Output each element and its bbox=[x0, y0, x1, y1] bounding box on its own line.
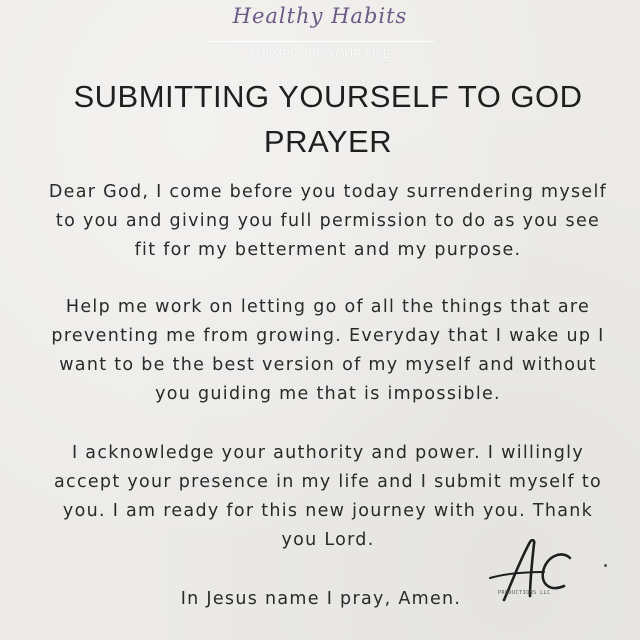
prayer-line: want to be the best version of my myself and without bbox=[59, 355, 597, 375]
ac-monogram-logo bbox=[486, 534, 596, 614]
prayer-line: Dear God, I come before you today surrendering myself bbox=[48, 182, 608, 202]
prayer-line: you Lord. bbox=[281, 530, 375, 550]
prayer-closing: In Jesus name I pray, Amen. bbox=[180, 589, 462, 609]
prayer-line: to you and giving you full permission to do as you see bbox=[55, 211, 601, 231]
prayer-line: I acknowledge your authority and power. I willingly bbox=[71, 443, 584, 463]
page-title-line2: PRAYER bbox=[263, 124, 393, 159]
prayer-paragraph-1 bbox=[20, 178, 636, 265]
brand-tagline: TO IMPROVE YOUR LIFE bbox=[249, 49, 391, 61]
prayer-line: fit for my betterment and my purpose. bbox=[134, 240, 522, 260]
prayer-line: you. I am ready for this new journey with you. Thank bbox=[62, 501, 594, 521]
prayer-line: accept your presence in my life and I submit myself to bbox=[54, 472, 602, 492]
prayer-line: preventing me from growing. Everyday that I wake up I bbox=[51, 326, 605, 346]
decorative-dot bbox=[604, 564, 607, 567]
brand-script-title: Healthy Habits bbox=[232, 4, 408, 28]
brand-divider bbox=[206, 41, 434, 42]
page-title-line1: SUBMITTING YOURSELF TO GOD bbox=[73, 79, 583, 114]
prayer-line: Help me work on letting go of all the things that are bbox=[65, 297, 591, 317]
prayer-paragraph-2 bbox=[20, 293, 636, 409]
prayer-line: you guiding me that is impossible. bbox=[155, 384, 501, 404]
logo-caption: PRODUCTIONS LLC bbox=[498, 590, 551, 596]
